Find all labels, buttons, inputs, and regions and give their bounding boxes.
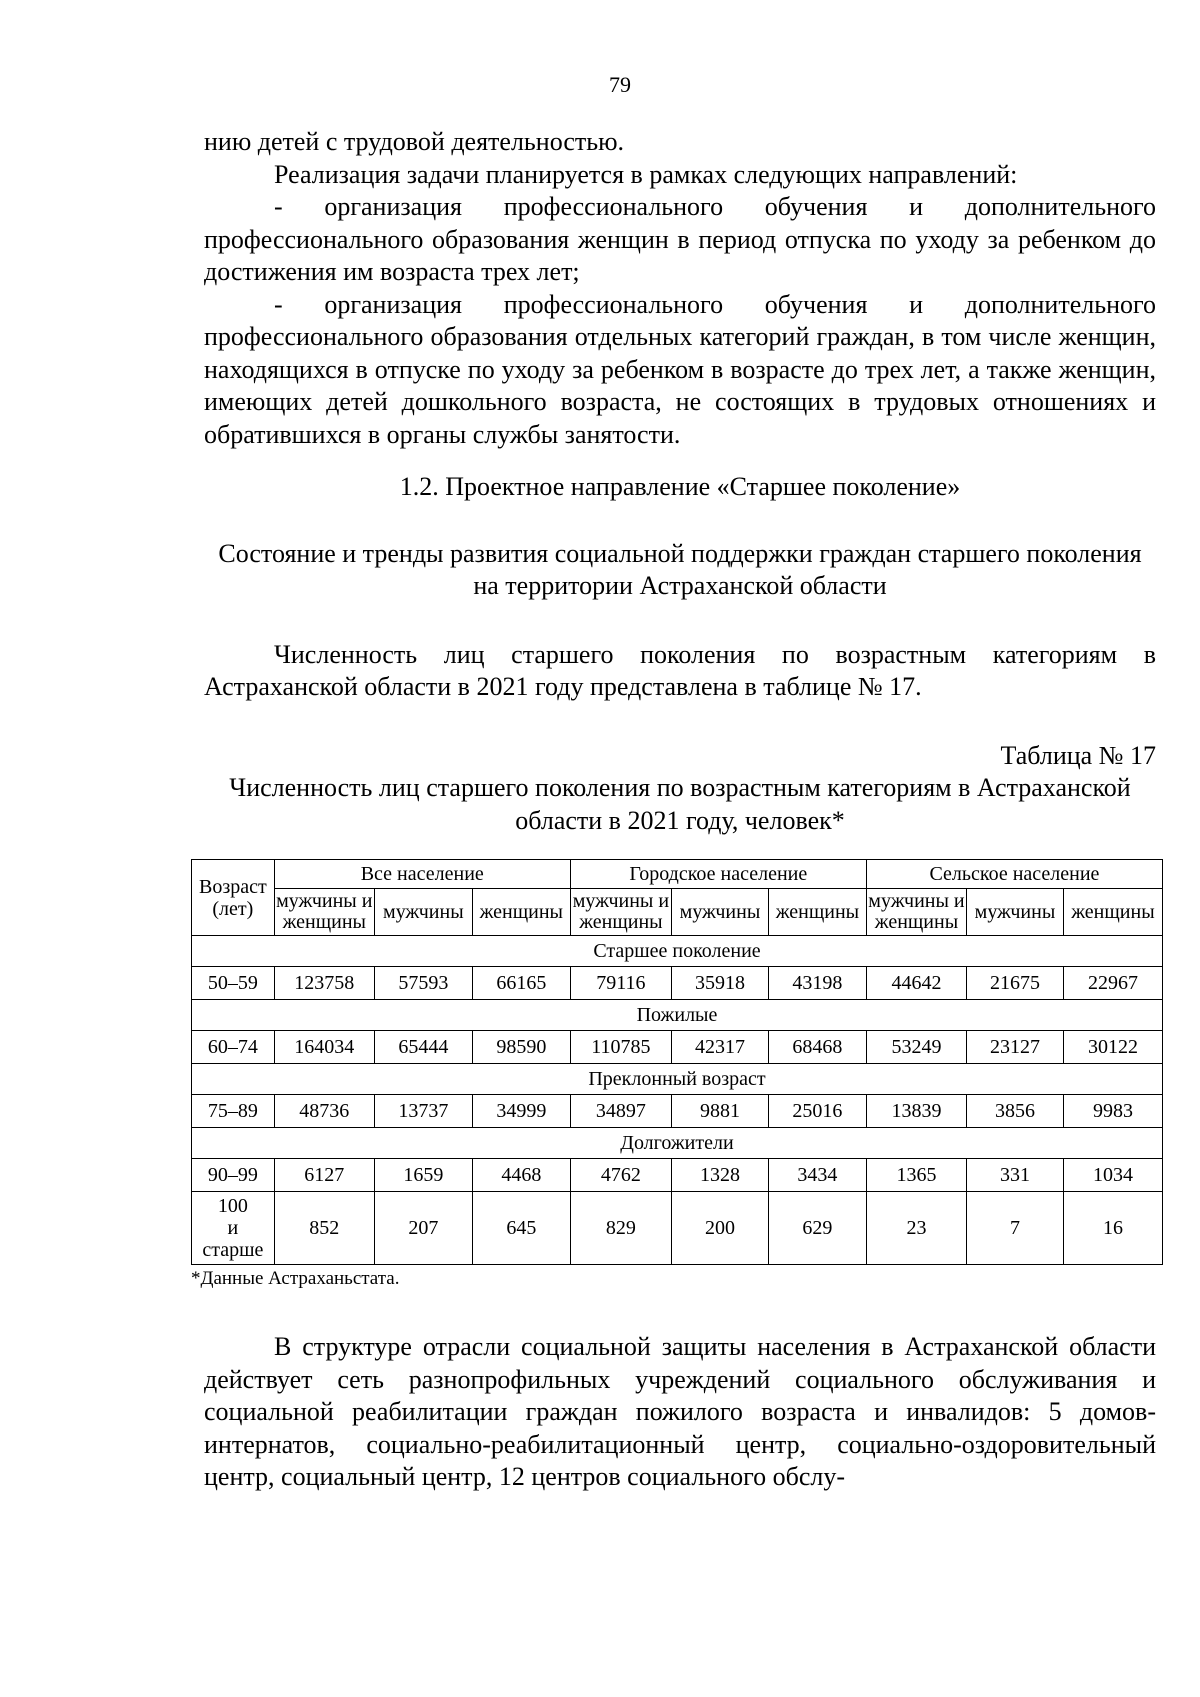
- group-header: Сельское население: [866, 860, 1162, 889]
- value-cell: 3434: [768, 1159, 866, 1192]
- value-cell: 13839: [866, 1095, 966, 1128]
- document-body: [191, 126, 1156, 1494]
- group-header: Все население: [274, 860, 570, 889]
- paragraph: В структуре отрасли социальной защиты населения в Астраханской области действует сеть разнопрофильных учреждений социального обслуживания и социальной реабилитации граждан пожилого возраста и инвалидов: 5 домов-интернатов, социально-реабилитационный центр, социально-оздоровительный центр, социальный центр, 12 центров социального обслу-: [204, 1332, 1156, 1491]
- value-cell: 829: [570, 1192, 671, 1265]
- sub-header: мужчины: [374, 889, 472, 936]
- value-cell: 852: [274, 1192, 374, 1265]
- sub-header-row: [192, 889, 1163, 936]
- section-label: Старшее поколение: [192, 936, 1163, 967]
- section-label: Пожилые: [192, 1000, 1163, 1031]
- list-item: - организация профессионального обучения и дополнительного профессионального образования отдельных категорий граждан, в том числе женщин, находящихся в отпуске по уходу за ребенком в возрасте до трех лет, а также женщин, имеющих детей дошкольного возраста, не состоящих в трудовых отношениях и обратившихся в органы службы занятости.: [204, 289, 1156, 449]
- value-cell: 9983: [1063, 1095, 1162, 1128]
- table-body: [192, 936, 1163, 1265]
- population-table: [191, 859, 1163, 1265]
- table-section-row: [192, 1000, 1163, 1031]
- value-cell: 66165: [472, 967, 570, 1000]
- value-cell: 9881: [672, 1095, 769, 1128]
- age-header: Возраст (лет): [192, 860, 275, 936]
- value-cell: 1365: [866, 1159, 966, 1192]
- value-cell: 4468: [472, 1159, 570, 1192]
- value-cell: 3856: [967, 1095, 1064, 1128]
- table-section-row: [192, 1064, 1163, 1095]
- age-cell: 50–59: [192, 967, 275, 1000]
- value-cell: 35918: [672, 967, 769, 1000]
- table-footnote: *Данные Астраханьстата.: [191, 1268, 400, 1289]
- value-cell: 1034: [1063, 1159, 1162, 1192]
- age-cell: 60–74: [192, 1031, 275, 1064]
- sub-header: мужчины: [672, 889, 769, 936]
- age-cell: 90–99: [192, 1159, 275, 1192]
- value-cell: 164034: [274, 1031, 374, 1064]
- sub-header: женщины: [472, 889, 570, 936]
- value-cell: 331: [967, 1159, 1064, 1192]
- sub-header: женщины: [1063, 889, 1162, 936]
- value-cell: 21675: [967, 967, 1064, 1000]
- value-cell: 110785: [570, 1031, 671, 1064]
- value-cell: 6127: [274, 1159, 374, 1192]
- value-cell: 123758: [274, 967, 374, 1000]
- subheading: Состояние и тренды развития социальной поддержки граждан старшего поколения на территории Астраханской области: [218, 538, 1142, 600]
- value-cell: 629: [768, 1192, 866, 1265]
- page-number: 79: [609, 72, 631, 97]
- value-cell: 44642: [866, 967, 966, 1000]
- value-cell: 34897: [570, 1095, 671, 1128]
- value-cell: 34999: [472, 1095, 570, 1128]
- value-cell: 25016: [768, 1095, 866, 1128]
- value-cell: 43198: [768, 967, 866, 1000]
- value-cell: 23: [866, 1192, 966, 1265]
- value-cell: 68468: [768, 1031, 866, 1064]
- group-header: Городское население: [570, 860, 866, 889]
- list-item: - организация профессионального обучения и дополнительного профессионального образования женщин в период отпуска по уходу за ребенком до достижения им возраста трех лет;: [204, 192, 1156, 286]
- section-label: Долгожители: [192, 1128, 1163, 1159]
- sub-header: мужчины: [967, 889, 1064, 936]
- table-row: [192, 967, 1163, 1000]
- paragraph: Реализация задачи планируется в рамках следующих направлений:: [274, 159, 1018, 189]
- sub-header: мужчины и женщины: [866, 889, 966, 936]
- table-section-row: [192, 1128, 1163, 1159]
- value-cell: 30122: [1063, 1031, 1162, 1064]
- value-cell: 7: [967, 1192, 1064, 1265]
- value-cell: 98590: [472, 1031, 570, 1064]
- value-cell: 200: [672, 1192, 769, 1265]
- section-heading: 1.2. Проектное направление «Старшее поколение»: [399, 472, 961, 501]
- value-cell: 1328: [672, 1159, 769, 1192]
- table-title: Численность лиц старшего поколения по возрастным категориям в Астраханской области в 2021 году, человек*: [229, 773, 1131, 835]
- paragraph: нию детей с трудовой деятельностью.: [204, 127, 625, 156]
- table-row: [192, 1095, 1163, 1128]
- intro-paragraph: Численность лиц старшего поколения по возрастным категориям в Астраханской области в 2021 году представлена в таблице № 17.: [204, 639, 1156, 701]
- age-cell: 75–89: [192, 1095, 275, 1128]
- value-cell: 57593: [374, 967, 472, 1000]
- value-cell: 4762: [570, 1159, 671, 1192]
- value-cell: 13737: [374, 1095, 472, 1128]
- table-section-row: [192, 936, 1163, 967]
- value-cell: 48736: [274, 1095, 374, 1128]
- value-cell: 53249: [866, 1031, 966, 1064]
- value-cell: 645: [472, 1192, 570, 1265]
- value-cell: 79116: [570, 967, 671, 1000]
- table-label: Таблица № 17: [1000, 740, 1156, 770]
- sub-header: женщины: [768, 889, 866, 936]
- sub-header: мужчины и женщины: [570, 889, 671, 936]
- value-cell: 1659: [374, 1159, 472, 1192]
- section-label: Преклонный возраст: [192, 1064, 1163, 1095]
- table-row: [192, 1031, 1163, 1064]
- value-cell: 16: [1063, 1192, 1162, 1265]
- value-cell: 22967: [1063, 967, 1162, 1000]
- value-cell: 23127: [967, 1031, 1064, 1064]
- sub-header: мужчины и женщины: [274, 889, 374, 936]
- table-row: [192, 1192, 1163, 1265]
- age-cell: 100 и старше: [192, 1192, 275, 1265]
- table-row: [192, 1159, 1163, 1192]
- value-cell: 207: [374, 1192, 472, 1265]
- value-cell: 42317: [672, 1031, 769, 1064]
- value-cell: 65444: [374, 1031, 472, 1064]
